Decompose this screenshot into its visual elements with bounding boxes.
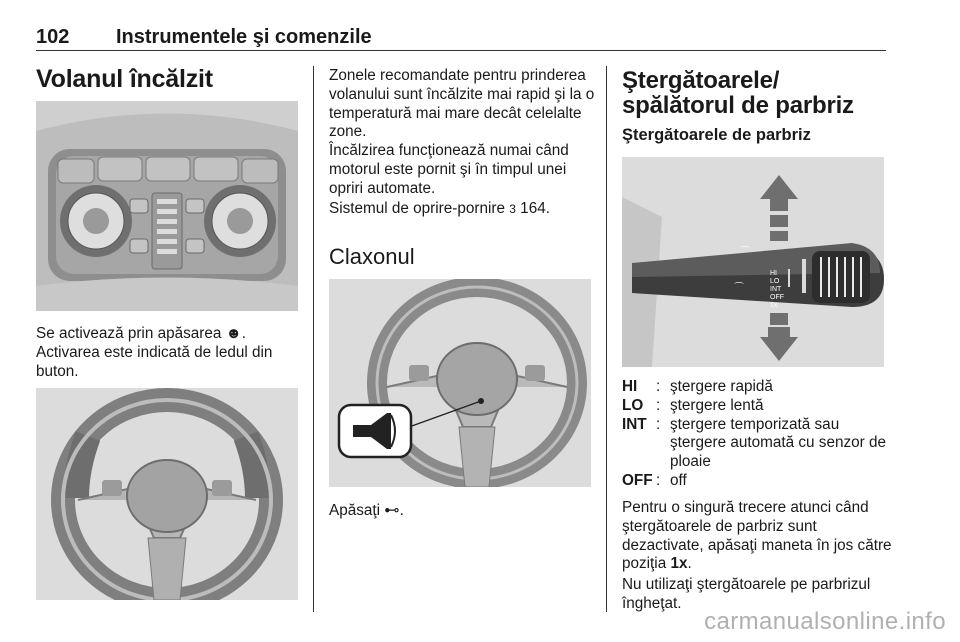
definition-row — [622, 472, 892, 491]
heated-steering-wheel-figure — [36, 388, 298, 600]
definition-colon: : — [656, 471, 661, 489]
washer-icon: ⌒ — [740, 247, 750, 258]
definition-row — [622, 416, 892, 472]
section-title: Instrumentele şi comenzile — [116, 26, 372, 48]
climate-panel-figure — [36, 101, 298, 311]
column-divider-2 — [606, 66, 607, 612]
col1-para-activation — [36, 325, 306, 344]
col2-press-horn-end: . — [399, 502, 404, 519]
cross-reference-arrow-icon: 3 — [509, 202, 516, 216]
definition-term: INT — [622, 415, 647, 433]
watermark: carmanualsonline.info — [704, 608, 946, 635]
page-number: 102 — [36, 26, 70, 48]
lever-label-lo: LO — [770, 278, 780, 285]
lever-label-hi: HI — [770, 270, 777, 277]
definition-term: LO — [622, 396, 644, 414]
definition-desc: ştergere temporizată sau ştergere automată cu senzor de ploaie — [670, 415, 886, 471]
wiper-lever-figure — [622, 157, 884, 367]
horn-icon: ⊷ — [384, 502, 400, 519]
horn-heading: Claxonul — [329, 244, 415, 269]
definition-colon: : — [656, 378, 661, 395]
col2-para-press-horn — [329, 502, 597, 521]
lever-label-1x: 1x — [770, 302, 778, 309]
wiper-positions-list — [622, 378, 892, 491]
wipers-washer-heading: Ştergătoarele/ spălătorul de parbriz — [622, 67, 854, 120]
lever-label-int: INT — [770, 286, 782, 293]
position-1x-label: 1x — [670, 555, 688, 573]
lever-label-off: OFF — [770, 294, 784, 301]
horn-figure — [329, 279, 591, 487]
col3-single-wipe-end: . — [687, 555, 692, 573]
definition-term: HI — [622, 378, 638, 395]
wiper-icon: ⌒ — [734, 283, 744, 294]
definition-desc: ştergere lentă — [670, 396, 764, 414]
windscreen-wipers-subheading: Ştergătoarele de parbriz — [622, 126, 811, 144]
heated-wheel-icon: ☻ — [225, 325, 242, 342]
col3-para-single-wipe — [622, 499, 894, 574]
col2-para-stop-start — [329, 200, 597, 219]
definition-row — [622, 397, 892, 416]
page-header — [36, 22, 886, 52]
col2-para-engine: Încălzirea funcţionează numai când motorul este pornit şi în timpul unei opriri automate. — [329, 142, 569, 197]
column-divider-1 — [313, 66, 314, 612]
definition-colon: : — [656, 415, 661, 433]
definition-colon: : — [656, 396, 661, 414]
col2-stop-start-text: Sistemul de oprire-pornire — [329, 200, 510, 217]
col3-single-wipe-text: Pentru o singură trecere atunci când ştergătoarele de parbriz sunt dezactivate, apăsaţi maneta în jos către poziţia — [622, 499, 892, 573]
col2-stop-start-page: 164. — [515, 200, 550, 217]
col1-para-activation-end: . — [241, 325, 246, 342]
definition-desc: off — [670, 471, 687, 489]
col1-para-activation-text: Se activează prin apăsarea — [36, 325, 226, 342]
col3-para-frozen-warning: Nu utilizaţi ştergătoarele pe parbrizul îngheţat. — [622, 576, 871, 612]
col2-para-zones: Zonele recomandate pentru prinderea volanului sunt încălzite mai rapid şi la o temperatură mai mare decât celelalte zone. — [329, 67, 595, 141]
header-rule — [36, 50, 886, 51]
definition-row — [622, 378, 892, 397]
col2-press-horn-text: Apăsaţi — [329, 502, 385, 519]
col1-para-indicator: Activarea este indicată de ledul din buton. — [36, 344, 273, 380]
definition-term: OFF — [622, 471, 653, 489]
heated-steering-heading: Volanul încălzit — [36, 65, 213, 93]
definition-desc: ştergere rapidă — [670, 378, 773, 395]
